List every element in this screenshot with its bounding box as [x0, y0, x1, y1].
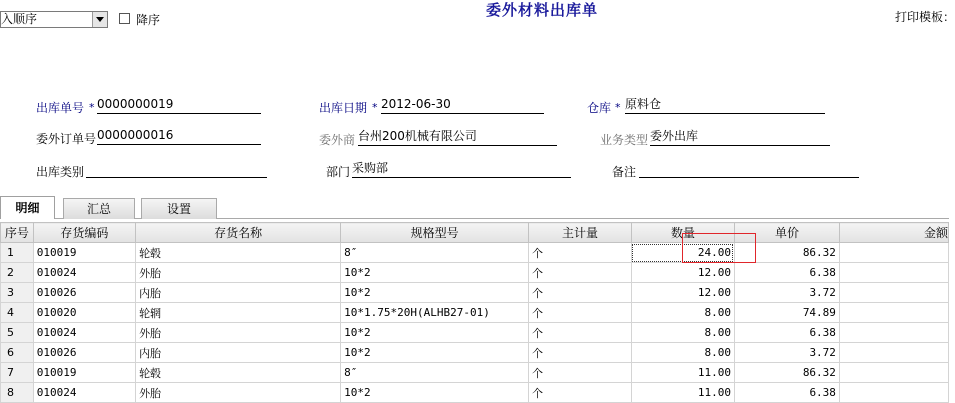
table-row[interactable]: [1, 303, 949, 323]
cell-code[interactable]: 010024: [33, 383, 135, 403]
cell-spec[interactable]: 10*2: [341, 323, 529, 343]
table-header-row: [1, 223, 949, 243]
cell-spec[interactable]: 10*2: [341, 283, 529, 303]
table-row[interactable]: [1, 363, 949, 383]
cell-code[interactable]: 010024: [33, 263, 135, 283]
cell-code[interactable]: 010019: [33, 363, 135, 383]
cell-amount[interactable]: [839, 303, 948, 323]
cell-amount[interactable]: [839, 243, 948, 263]
out-date-label: 出库日期: [319, 101, 368, 115]
column-header-index[interactable]: 序号: [1, 223, 34, 243]
tab-summary[interactable]: 汇总: [63, 198, 135, 219]
tab-detail[interactable]: 明细: [0, 196, 55, 219]
cell-index[interactable]: 1: [1, 243, 34, 263]
cell-unit[interactable]: 个: [529, 383, 632, 403]
cell-amount[interactable]: [839, 363, 948, 383]
page-title: 委外材料出库单: [486, 1, 599, 19]
out-type-field[interactable]: [86, 161, 267, 178]
column-header-spec[interactable]: 规格型号: [341, 223, 529, 243]
cell-unit[interactable]: 个: [529, 263, 632, 283]
order-no-field[interactable]: 0000000016: [97, 128, 261, 145]
cell-price[interactable]: 6.38: [734, 263, 839, 283]
cell-code[interactable]: 010026: [33, 343, 135, 363]
cell-unit[interactable]: 个: [529, 303, 632, 323]
table-body: [1, 243, 949, 403]
column-header-amount[interactable]: 金额: [839, 223, 948, 243]
cell-quantity[interactable]: 12.00: [631, 283, 734, 303]
cell-amount[interactable]: [839, 283, 948, 303]
vendor-label: 委外商: [319, 133, 356, 147]
cell-unit[interactable]: 个: [529, 243, 632, 263]
cell-index[interactable]: 4: [1, 303, 34, 323]
cell-code[interactable]: 010024: [33, 323, 135, 343]
cell-code[interactable]: 010026: [33, 283, 135, 303]
cell-spec[interactable]: 8″: [341, 363, 529, 383]
table-row[interactable]: [1, 323, 949, 343]
cell-index[interactable]: 3: [1, 283, 34, 303]
descending-checkbox[interactable]: [119, 13, 130, 24]
cell-spec[interactable]: 10*1.75*20H(ALHB27-01): [341, 303, 529, 323]
biz-type-label: 业务类型: [600, 133, 649, 147]
warehouse-label: 仓库: [587, 101, 612, 115]
cell-index[interactable]: 7: [1, 363, 34, 383]
table-row[interactable]: [1, 263, 949, 283]
table-row[interactable]: [1, 283, 949, 303]
cell-name[interactable]: 内胎: [136, 343, 341, 363]
required-mark: *: [89, 101, 95, 114]
chevron-down-icon[interactable]: [92, 12, 107, 27]
cell-unit[interactable]: 个: [529, 363, 632, 383]
cell-name[interactable]: 外胎: [136, 263, 341, 283]
column-header-code[interactable]: 存货编码: [33, 223, 135, 243]
table-row[interactable]: [1, 343, 949, 363]
cell-name[interactable]: 轮毂: [136, 243, 341, 263]
cell-price[interactable]: 3.72: [734, 283, 839, 303]
cell-quantity[interactable]: 8.00: [631, 323, 734, 343]
cell-quantity[interactable]: 12.00: [631, 263, 734, 283]
cell-price[interactable]: 86.32: [734, 363, 839, 383]
vendor-field[interactable]: 台州200机械有限公司: [358, 129, 557, 146]
cell-name[interactable]: 轮辋: [136, 303, 341, 323]
biz-type-field[interactable]: 委外出库: [650, 129, 830, 146]
cell-name[interactable]: 内胎: [136, 283, 341, 303]
cell-amount[interactable]: [839, 343, 948, 363]
cell-name[interactable]: 轮毂: [136, 363, 341, 383]
cell-price[interactable]: 6.38: [734, 323, 839, 343]
column-header-quantity[interactable]: 数量: [631, 223, 734, 243]
cell-unit[interactable]: 个: [529, 283, 632, 303]
cell-quantity[interactable]: 8.00: [631, 303, 734, 323]
remark-field[interactable]: [639, 161, 859, 178]
dept-field[interactable]: 采购部: [352, 161, 571, 178]
cell-spec[interactable]: 10*2: [341, 343, 529, 363]
cell-quantity[interactable]: 8.00: [631, 343, 734, 363]
cell-price[interactable]: 74.89: [734, 303, 839, 323]
cell-code[interactable]: 010019: [33, 243, 135, 263]
required-mark: *: [615, 101, 621, 114]
cell-price[interactable]: 3.72: [734, 343, 839, 363]
cell-quantity[interactable]: 24.00: [631, 243, 734, 263]
cell-amount[interactable]: [839, 263, 948, 283]
cell-unit[interactable]: 个: [529, 323, 632, 343]
sort-order-select[interactable]: [0, 11, 108, 28]
column-header-unit[interactable]: 主计量: [529, 223, 632, 243]
table-row[interactable]: [1, 243, 949, 263]
cell-index[interactable]: 5: [1, 323, 34, 343]
descending-label: 降序: [136, 13, 161, 27]
highlight-box: [682, 233, 756, 263]
cell-name[interactable]: 外胎: [136, 323, 341, 343]
cell-spec[interactable]: 10*2: [341, 263, 529, 283]
warehouse-field[interactable]: 原料仓: [625, 97, 825, 114]
cell-spec[interactable]: 8″: [341, 243, 529, 263]
cell-spec[interactable]: 10*2: [341, 383, 529, 403]
cell-code[interactable]: 010020: [33, 303, 135, 323]
column-header-price[interactable]: 单价: [734, 223, 839, 243]
out-date-field[interactable]: 2012-06-30: [381, 97, 544, 114]
table-row[interactable]: [1, 383, 949, 403]
out-no-field[interactable]: 0000000019: [97, 97, 261, 114]
cell-index[interactable]: 6: [1, 343, 34, 363]
order-no-label: 委外订单号: [36, 132, 97, 146]
cell-price[interactable]: 6.38: [734, 383, 839, 403]
cell-name[interactable]: 外胎: [136, 383, 341, 403]
sort-order-value: 入顺序: [1, 12, 38, 26]
cell-amount[interactable]: [839, 323, 948, 343]
cell-amount[interactable]: [839, 383, 948, 403]
cell-unit[interactable]: 个: [529, 343, 632, 363]
remark-label: 备注: [612, 165, 637, 179]
out-no-label: 出库单号: [36, 101, 85, 115]
cell-index[interactable]: 8: [1, 383, 34, 403]
cell-quantity[interactable]: 11.00: [631, 363, 734, 383]
column-header-name[interactable]: 存货名称: [136, 223, 341, 243]
dept-label: 部门: [326, 165, 351, 179]
required-mark: *: [372, 101, 378, 114]
print-template-label: 打印模板：: [895, 10, 955, 24]
out-type-label: 出库类别: [36, 165, 85, 179]
cell-index[interactable]: 2: [1, 263, 34, 283]
detail-table: [0, 222, 949, 403]
cell-price[interactable]: 86.32: [734, 243, 839, 263]
cell-quantity[interactable]: 11.00: [631, 383, 734, 403]
tab-settings[interactable]: 设置: [141, 198, 217, 219]
